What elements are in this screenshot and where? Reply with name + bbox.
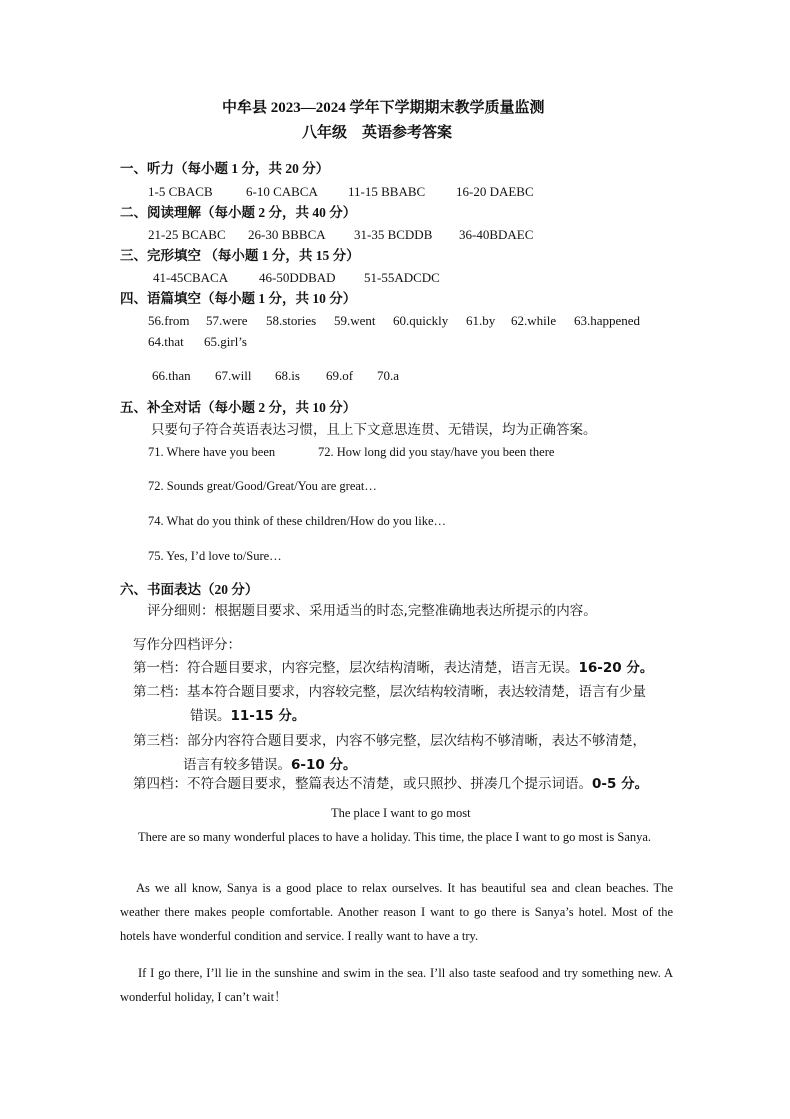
answer-64: 64.that: [148, 334, 184, 349]
answer-51-55: 51-55ADCDC: [364, 270, 440, 285]
level-1: [133, 660, 653, 677]
level-2-score: 11-15 分。: [230, 708, 306, 724]
answer-71: 71. Where have you been: [148, 445, 276, 459]
level-3-cont: 语言有较多错误。6-10 分。: [183, 757, 357, 773]
scoring-detail: 评分细则：根据题目要求、采用适当的时态,完整准确地表达所提示的内容。: [147, 603, 597, 619]
answer-68: 68.is: [275, 368, 300, 383]
section-writing-heading: 六、书面表达（20 分）: [120, 582, 259, 597]
answer-67: 67.will: [215, 368, 252, 383]
answer-26-30: 26-30 BBBCA: [248, 227, 326, 242]
section-reading-heading: 二、阅读理解（每小题 2 分，共 40 分）: [120, 205, 357, 220]
level-2-cont: 错误。11-15 分。: [190, 708, 306, 724]
page-title: 中牟县 2023—2024 学年下学期期末教学质量监测: [222, 100, 545, 116]
answer-74: 74. What do you think of these children/How do you like…: [148, 514, 446, 528]
section-dialogue-heading: 五、补全对话（每小题 2 分，共 10 分）: [120, 400, 357, 415]
level-4-text: 第四档：不符合题目要求，整篇表达不清楚，或只照抄、拼凑几个提示词语。: [133, 776, 592, 792]
answer-66: 66.than: [152, 368, 191, 383]
section-listening-heading: 一、听力（每小题 1 分，共 20 分）: [120, 161, 330, 176]
answer-16-20: 16-20 DAEBC: [456, 184, 534, 199]
essay-title: The place I want to go most: [331, 806, 471, 820]
answer-11-15: 11-15 BBABC: [348, 184, 426, 199]
answer-72b: 72. Sounds great/Good/Great/You are great…: [148, 479, 377, 493]
answer-62: 62.while: [511, 313, 557, 328]
section-cloze-heading: 三、完形填空 （每小题 1 分，共 15 分）: [120, 248, 360, 263]
answer-60: 60.quickly: [393, 313, 449, 328]
answer-63: 63.happened: [574, 313, 641, 328]
essay-paragraph-1: There are so many wonderful places to have a holiday. This time, the place I want to go most is Sanya.: [138, 830, 652, 844]
answer-65: 65.girl’s: [204, 334, 247, 349]
level-4: [133, 776, 648, 793]
essay-paragraph-3: If I go there, I’ll lie in the sunshine and swim in the sea. I’ll also taste seafood and try something new. A wonderful holiday, I can’t wait！: [120, 966, 673, 1004]
section-passage-fill-heading: 四、语篇填空（每小题 1 分，共 10 分）: [120, 291, 357, 306]
level-1-score: 16-20 分。: [578, 660, 654, 676]
answer-59: 59.went: [334, 313, 376, 328]
page-subtitle: 八年级 英语参考答案: [302, 125, 453, 141]
answer-31-35: 31-35 BCDDB: [354, 227, 433, 242]
answer-57: 57.were: [206, 313, 248, 328]
answer-58: 58.stories: [266, 313, 317, 328]
answer-36-40: 36-40BDAEC: [459, 227, 534, 242]
level-3-text: 第三档：部分内容符合题目要求，内容不够完整，层次结构不够清晰，表达不够清楚，: [133, 733, 646, 749]
answer-41-45: 41-45CBACA: [153, 270, 229, 285]
level-1-text: 第一档：符合题目要求，内容完整，层次结构清晰，表达清楚，语言无误。: [133, 660, 579, 676]
answer-72a: 72. How long did you stay/have you been there: [318, 445, 555, 459]
answer-6-10: 6-10 CABCA: [246, 184, 318, 199]
answer-1-5: 1-5 CBACB: [148, 184, 213, 199]
levels-title: 写作分四档评分：: [133, 637, 241, 653]
level-3-score: 6-10 分。: [291, 757, 357, 773]
answer-75: 75. Yes, I’d love to/Sure…: [148, 549, 282, 563]
level-4-score: 0-5 分。: [592, 776, 649, 792]
answer-21-25: 21-25 BCABC: [148, 227, 226, 242]
dialogue-note: 只要句子符合英语表达习惯，且上下文意思连贯、无错误，均为正确答案。: [151, 422, 597, 437]
answer-69: 69.of: [326, 368, 354, 383]
answer-46-50: 46-50DDBAD: [259, 270, 336, 285]
answer-56: 56.from: [148, 313, 190, 328]
answer-70: 70.a: [377, 368, 400, 383]
essay-paragraph-2: As we all know, Sanya is a good place to relax ourselves. It has beautiful sea and clean beaches. The weather there makes people comfortable. Another reason I want to go there is Sanya’s hotel. Most of the hotels have wonderful condition and service. I really want to have a try.: [120, 881, 673, 943]
level-2-text: 第二档：基本符合题目要求，内容较完整，层次结构较清晰，表达较清楚，语言有少量: [133, 684, 646, 700]
answer-61: 61.by: [466, 313, 496, 328]
